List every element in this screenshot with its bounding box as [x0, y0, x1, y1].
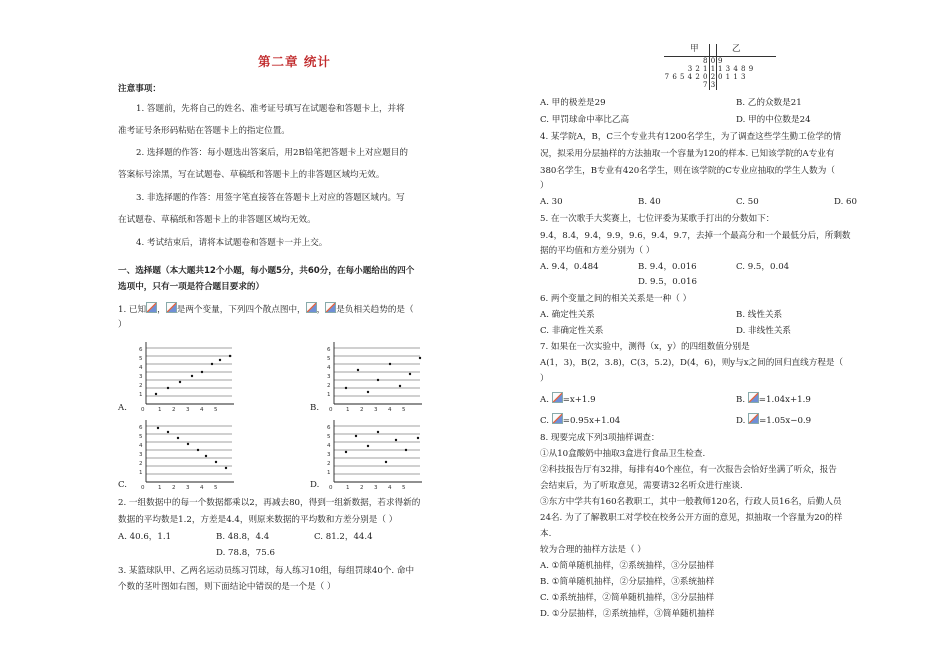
q1-close: ）: [118, 320, 127, 330]
stem-value: 0: [710, 57, 716, 65]
x-tick-label: 4: [200, 485, 204, 490]
q6-option-b: B. 线性关系: [736, 310, 783, 320]
x-tick-label: 2: [360, 407, 364, 412]
scatter-point: [399, 385, 401, 387]
notice-line: 3. 非选择题的作答：用签字笔直接答在答题卡上对应的答题区域内。写: [136, 193, 405, 203]
question-8-line1: 8. 现要完成下列3项抽样调查：: [540, 433, 660, 443]
scatter-point: [197, 449, 199, 451]
option-label: A.: [118, 403, 127, 413]
question-8-line5: ③东方中学共有160名教职工，其中一般教师120名，行政人员16名，后勤人员: [540, 497, 842, 507]
q6-option-a: A. 确定性关系: [540, 310, 595, 320]
scatter-point: [215, 461, 217, 463]
q7-option-c-text: =0.95x+1.04: [562, 416, 621, 426]
y-tick-label: 3: [327, 374, 331, 380]
formula-image-icon: [166, 302, 177, 313]
stem-leaf-left: 8: [703, 57, 708, 65]
q1-text-c: 是负相关趋势的是（: [336, 305, 414, 315]
x-tick-label: 5: [402, 407, 406, 412]
option-label: D.: [310, 480, 320, 490]
scatter-point: [417, 437, 419, 439]
q2-option-d: D. 78.8，75.6: [216, 548, 275, 558]
q1-text-a: 1. 已知: [118, 305, 147, 315]
formula-image-icon: [552, 392, 563, 403]
q5-option-a: A. 9.4，0.484: [540, 262, 599, 272]
question-7-line2: A(1，3)，B(2，3.8)，C(3，5.2)，D(4，6)，则y与x之间的回归直线方程是（: [540, 358, 844, 368]
scatter-point: [179, 381, 181, 383]
y-tick-label: 1: [139, 392, 143, 398]
stem-header-left: 甲: [690, 44, 699, 54]
notice-heading: 注意事项：: [118, 84, 161, 94]
question-5-line2: 9.4，8.4，9.4，9.9，9.6，9.4，9.7，去掉一个最高分和一个最低分后，所剩数: [540, 231, 851, 241]
y-tick-label: 3: [139, 374, 143, 380]
formula-image-icon: [306, 302, 317, 313]
scatter-point: [367, 445, 369, 447]
option-label: C.: [540, 416, 550, 426]
formula-image-icon: [748, 413, 759, 424]
scatter-point: [201, 371, 203, 373]
stem-line: [716, 44, 717, 90]
x-tick-label: 2: [172, 407, 176, 412]
q7-option-c: [540, 413, 620, 427]
scatter-point: [385, 461, 387, 463]
x-tick-label: 3: [374, 485, 378, 490]
scatter-point: [355, 435, 357, 437]
y-tick-label: 2: [139, 461, 143, 467]
y-tick-label: 5: [327, 356, 331, 362]
stem-header-right: 乙: [732, 44, 741, 54]
x-tick-label: 2: [360, 485, 364, 490]
y-tick-label: 2: [327, 461, 331, 467]
q8-option-a: A. ①简单随机抽样，②系统抽样，③分层抽样: [540, 561, 715, 571]
stem-left-leaves: [664, 57, 708, 89]
notice-line: 1. 答题前，先将自己的姓名、准考证号填写在试题卷和答题卡上，并将: [136, 104, 405, 114]
option-label: C.: [118, 480, 128, 490]
question-8-line3: ②科技报告厅有32排，每排有40个座位，有一次报告会恰好坐满了听众，报告: [540, 465, 837, 475]
y-tick-label: 5: [139, 434, 143, 440]
notice-line: 准考证号条形码粘贴在答题卡上的指定位置。: [118, 126, 290, 136]
q3-option-d: D. 甲的中位数是24: [736, 115, 811, 125]
question-4-line2: 况，拟采用分层抽样的方法抽取一个容量为120的样本. 已知该学院的A专业有: [540, 149, 835, 159]
question-8-line6: 24名. 为了了解教职工对学校在校务公开方面的意见，拟抽取一个容量为20的样: [540, 513, 843, 523]
q8-option-d: D. ①分层抽样，②系统抽样，③简单随机抽样: [540, 609, 715, 619]
y-tick-label: 6: [327, 425, 331, 431]
y-tick-label: 6: [139, 347, 143, 353]
scatter-point: [219, 359, 221, 361]
x-tick-label: 5: [214, 407, 218, 412]
scatter-point: [191, 375, 193, 377]
scatter-point: [345, 451, 347, 453]
question-4-line4: ）: [540, 181, 549, 191]
origin-label: 0: [141, 407, 145, 412]
scatter-point: [389, 363, 391, 365]
q4-option-d: D. 60: [834, 197, 857, 207]
question-4-line1: 4. 某学院A，B，C三个专业共有1200名学生，为了调查这些学生勤工俭学的情: [540, 132, 842, 142]
formula-image-icon: [748, 392, 759, 403]
x-tick-label: 1: [158, 485, 162, 490]
scatter-plot-b: [326, 340, 426, 412]
x-tick-label: 1: [346, 407, 350, 412]
stem-values: [710, 57, 716, 89]
scatter-point: [395, 439, 397, 441]
notice-line: 4. 考试结束后，请将本试题卷和答题卡一并上交。: [136, 238, 328, 248]
y-tick-label: 6: [139, 425, 143, 431]
scatter-point: [377, 431, 379, 433]
scatter-point: [409, 373, 411, 375]
y-tick-label: 4: [327, 443, 331, 449]
q8-option-b: B. ①简单随机抽样，②分层抽样，③系统抽样: [540, 577, 715, 587]
formula-image-icon: [325, 302, 336, 313]
notice-line: 答案标号涂黑，写在试题卷、草稿纸和答题卡上的非答题区域均无效。: [118, 170, 385, 180]
y-tick-label: 1: [139, 470, 143, 476]
formula-image-icon: [146, 302, 157, 313]
q3-option-c: C. 甲罚球命中率比乙高: [540, 115, 630, 125]
q7-option-d-text: =1.05x−0.9: [759, 416, 812, 426]
q7-option-a: [540, 392, 596, 406]
scatter-point: [405, 449, 407, 451]
x-tick-label: 3: [374, 407, 378, 412]
x-tick-label: 1: [158, 407, 162, 412]
q5-option-d: D. 9.5，0.016: [638, 277, 697, 287]
question-6-line1: 6. 两个变量之间的相关关系是一种（ ）: [540, 294, 692, 304]
scatter-point: [419, 357, 421, 359]
q7-option-b-text: =1.04x+1.9: [758, 395, 811, 405]
question-5-line3: 据的平均值和方差分别为（ ）: [540, 246, 655, 256]
scatter-point: [167, 387, 169, 389]
x-tick-label: 3: [186, 485, 190, 490]
stem-leaf-right: 9: [718, 57, 723, 65]
scatter-point: [377, 379, 379, 381]
y-tick-label: 6: [327, 347, 331, 353]
scatter-point: [157, 427, 159, 429]
scatter-plot-a: [138, 340, 238, 412]
scatter-point: [211, 363, 213, 365]
y-tick-label: 1: [327, 470, 331, 476]
y-tick-label: 3: [139, 452, 143, 458]
question-1-text: 1. 已知 ， 是两个变量，下列四个散点图中， ， 是负相关趋势的是（: [118, 302, 414, 316]
q7-option-d: [736, 413, 811, 427]
scatter-point: [205, 455, 207, 457]
origin-label: 0: [141, 485, 145, 490]
x-tick-label: 4: [388, 407, 392, 412]
formula-image-icon: [552, 413, 563, 424]
q3-option-b: B. 乙的众数是21: [736, 98, 802, 108]
y-tick-label: 2: [327, 383, 331, 389]
x-tick-label: 5: [402, 485, 406, 490]
scatter-point: [187, 443, 189, 445]
y-tick-label: 2: [139, 383, 143, 389]
stem-leaf-left: 7 6 5 4 2 0: [664, 73, 708, 81]
y-tick-label: 5: [327, 434, 331, 440]
x-tick-label: 3: [186, 407, 190, 412]
question-8-line8: 较为合理的抽样方法是（ ）: [540, 545, 646, 555]
question-3-line1: 3. 某篮球队甲、乙两名运动员练习罚球，每人练习10组，每组罚球40个. 命中: [118, 566, 415, 576]
question-8-line4: 会结束后，为了听取意见，需要请32名听众进行座谈.: [540, 481, 743, 491]
question-7-line3: ）: [540, 374, 549, 384]
q7-option-a-text: =x+1.9: [562, 395, 596, 405]
scatter-point: [225, 467, 227, 469]
question-4-line3: 380名学生，B专业有420名学生，则在该学院的C专业应抽取的学生人数为（: [540, 166, 835, 176]
q5-option-c: C. 9.5，0.04: [736, 262, 790, 272]
stem-leaf-left: 7: [703, 81, 708, 89]
question-7-line1: 7. 如果在一次实验中，测得（x，y）的四组数值分别是: [540, 342, 750, 352]
scatter-point: [155, 393, 157, 395]
section-heading-cont: 选项中，只有一项是符合题目要求的）: [118, 282, 265, 292]
q4-option-b: B. 40: [638, 197, 661, 207]
scatter-point: [345, 387, 347, 389]
stem-leaf-left: 3 2 1: [687, 65, 708, 73]
notice-line: 2. 选择题的作答：每小题选出答案后，用2B铅笔把答题卡上对应题目的: [136, 148, 408, 158]
option-label: A.: [540, 395, 549, 405]
question-2-line2: 数据的平均数是1.2，方差是4.4，则原来数据的平均数和方差分别是（ ）: [118, 515, 398, 525]
q7-option-b: [736, 392, 811, 406]
notice-line: 在试题卷、草稿纸和答题卡上的非答题区域均无效。: [118, 215, 316, 225]
q1-text-b: 是两个变量，下列四个散点图中，: [176, 305, 306, 315]
option-label: D.: [736, 416, 746, 426]
x-tick-label: 4: [388, 485, 392, 490]
origin-label: 0: [329, 485, 333, 490]
scatter-point: [167, 431, 169, 433]
y-tick-label: 4: [139, 365, 143, 371]
y-tick-label: 4: [139, 443, 143, 449]
scatter-point: [367, 391, 369, 393]
y-tick-label: 1: [327, 392, 331, 398]
q4-option-c: C. 50: [736, 197, 759, 207]
stem-value: 1: [710, 65, 716, 73]
stem-leaf-right: 0 1 1 3: [718, 73, 746, 81]
q5-option-b: B. 9.4，0.016: [638, 262, 697, 272]
scatter-plot-c: [138, 418, 238, 490]
question-3-line2: 个数的茎叶图如右图，则下面结论中错误的是一个是（ ）: [118, 582, 336, 592]
stem-value: 2: [710, 73, 716, 81]
y-tick-label: 5: [139, 356, 143, 362]
scatter-point: [357, 369, 359, 371]
scatter-point: [177, 437, 179, 439]
stem-value: 3: [710, 81, 716, 89]
x-tick-label: 1: [346, 485, 350, 490]
q8-option-c: C. ①系统抽样，②简单随机抽样，③分层抽样: [540, 593, 715, 603]
page-title: 第二章 统计: [258, 54, 331, 69]
scatter-plot-d: [326, 418, 426, 490]
stem-leaf-plot: [664, 44, 776, 90]
q3-option-a: A. 甲的极差是29: [540, 98, 606, 108]
y-tick-label: 4: [327, 365, 331, 371]
q4-option-a: A. 30: [540, 197, 563, 207]
q2-option-c: C. 81.2，44.4: [314, 532, 373, 542]
question-8-line7: 本.: [540, 529, 552, 539]
question-2-line1: 2. 一组数据中的每一个数据都乘以2，再减去80，得到一组新数据，若求得新的: [118, 498, 421, 508]
q2-option-a: A. 40.6，1.1: [118, 532, 172, 542]
scatter-point: [229, 355, 231, 357]
q6-option-c: C. 非确定性关系: [540, 326, 604, 336]
x-tick-label: 5: [214, 485, 218, 490]
x-tick-label: 4: [200, 407, 204, 412]
stem-right-leaves: [718, 57, 776, 81]
q2-option-b: B. 48.8，4.4: [216, 532, 270, 542]
section-heading: 一、选择题（本大题共12个小题，每小题5分，共60分，在每小题给出的四个: [118, 266, 415, 276]
q6-option-d: D. 非线性关系: [736, 326, 792, 336]
option-label: B.: [736, 395, 746, 405]
question-8-line2: ①从10盒酸奶中抽取3盒进行食品卫生检查.: [540, 449, 706, 459]
stem-leaf-right: 1 3 4 8 9: [718, 65, 754, 73]
origin-label: 0: [329, 407, 333, 412]
option-label: B.: [310, 403, 320, 413]
x-tick-label: 2: [172, 485, 176, 490]
y-tick-label: 3: [327, 452, 331, 458]
question-5-line1: 5. 在一次歌手大奖赛上，七位评委为某歌手打出的分数如下：: [540, 214, 775, 224]
